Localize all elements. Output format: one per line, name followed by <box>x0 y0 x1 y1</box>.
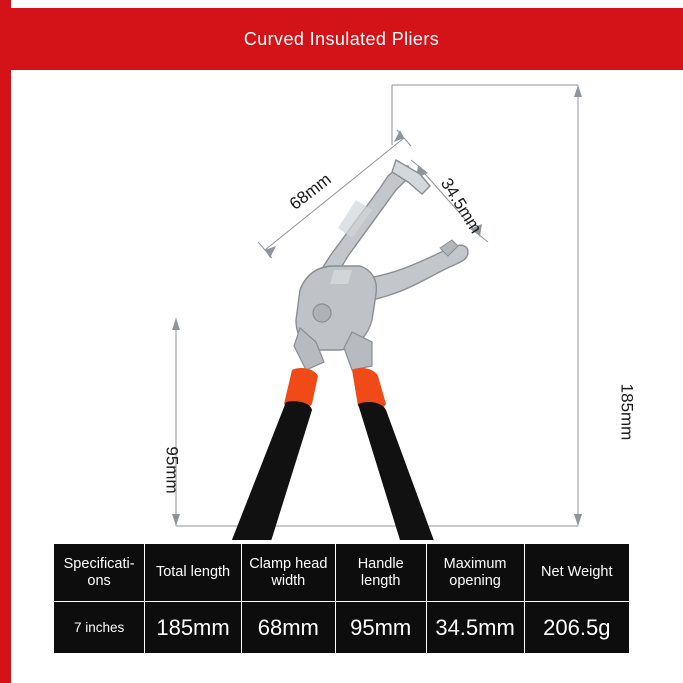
table-cell-specifications: 7 inches <box>54 602 145 654</box>
table-cell-handle-length: 95mm <box>335 602 426 654</box>
table-header-specifications: Specificati-ons <box>54 544 145 602</box>
table-header-total-length: Total length <box>145 544 242 602</box>
table-row <box>54 602 630 654</box>
dimension-label-maximum-opening: 34.5mm <box>436 174 486 237</box>
dimension-label-handle-length: 95mm <box>162 446 182 494</box>
product-diagram <box>0 70 683 540</box>
specification-table <box>53 543 630 654</box>
table-header-handle-length: Handle length <box>335 544 426 602</box>
dimension-label-clamp-head-width: 68mm <box>285 169 335 214</box>
header-banner <box>0 8 683 70</box>
table-header-maximum-opening: Maximum opening <box>426 544 524 602</box>
table-cell-net-weight: 206.5g <box>524 602 629 654</box>
page-title: Curved Insulated Pliers <box>243 28 440 49</box>
table-header-net-weight: Net Weight <box>524 544 629 602</box>
dimension-label-total-length: 185mm <box>617 383 637 441</box>
table-cell-maximum-opening: 34.5mm <box>426 602 524 654</box>
table-header-row <box>54 544 630 602</box>
pliers-illustration <box>221 160 468 540</box>
table-header-clamp-head-width: Clamp head width <box>241 544 335 602</box>
table-cell-clamp-head-width: 68mm <box>241 602 335 654</box>
table-cell-total-length: 185mm <box>145 602 242 654</box>
